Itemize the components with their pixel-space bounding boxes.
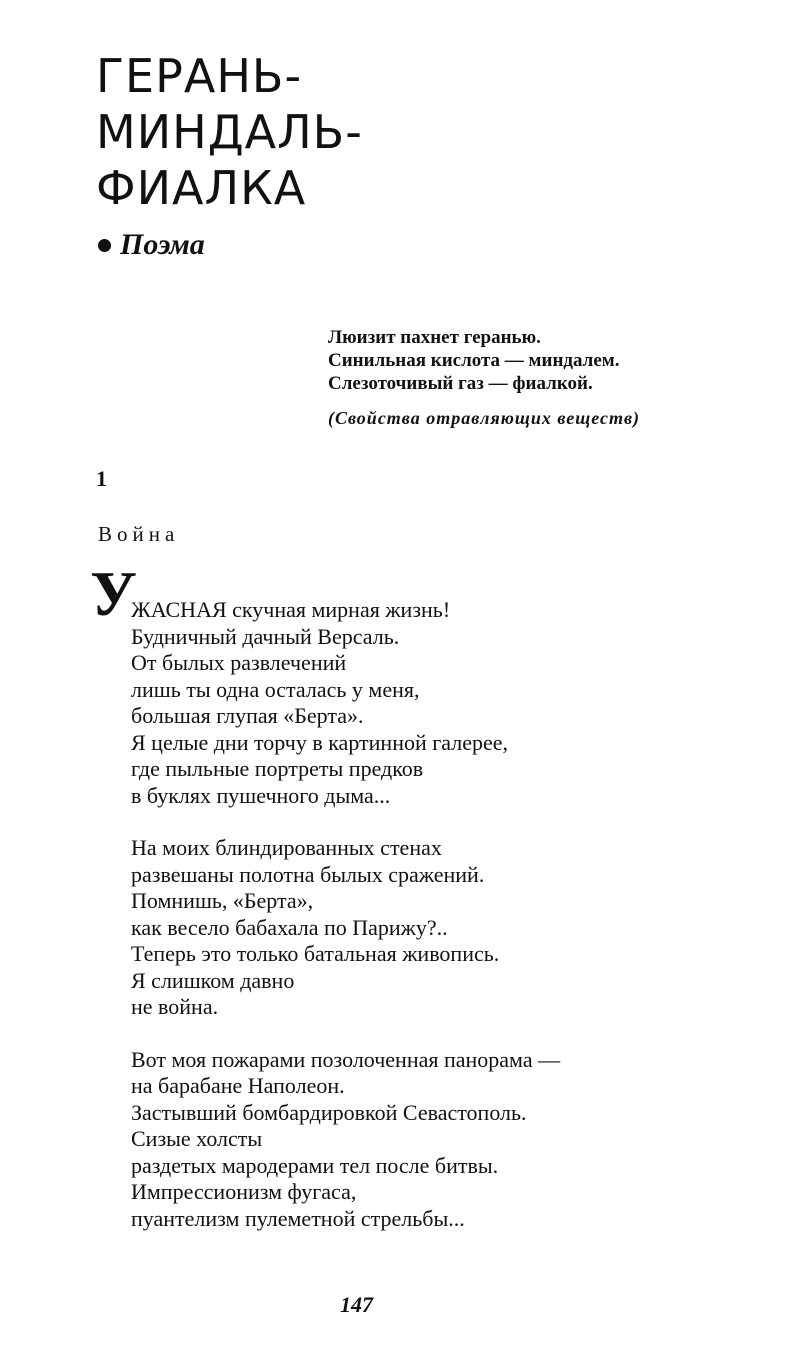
verse-line: на барабане Наполеон. <box>131 1073 345 1098</box>
verse-line: лишь ты одна осталась у меня, <box>131 676 420 702</box>
verse-line: раздетых мародерами тел после битвы. <box>131 1152 499 1178</box>
verse-line: От былых развлечений <box>131 650 347 675</box>
epigraph-source: (Свойства отравляющих веществ) <box>328 408 641 428</box>
verse-line: Будничный дачный Версаль. <box>131 623 400 649</box>
title-line: ФИАЛКА <box>96 161 307 215</box>
epigraph <box>328 326 640 430</box>
stanza <box>131 835 560 1021</box>
section-number: 1 <box>96 466 107 491</box>
verse-line: развешаны полотна былых сражений. <box>131 861 485 887</box>
title-line: МИНДАЛЬ- <box>96 105 363 159</box>
verse-line: не война. <box>131 994 219 1019</box>
stanza <box>131 597 560 809</box>
epigraph-line: Слезоточивый газ — фиалкой. <box>328 373 593 394</box>
verse-line: Теперь это только батальная живопись. <box>131 941 500 966</box>
verse-line: большая глупая «Берта». <box>131 703 364 728</box>
bullet-icon <box>98 239 111 252</box>
verse-line: пуантелизм пулеметной стрельбы... <box>131 1205 465 1231</box>
verse-line: Сизые холсты <box>131 1126 263 1151</box>
drop-cap: У <box>90 558 137 629</box>
verse-line: ЖАСНАЯ скучная мирная жизнь! <box>131 597 451 622</box>
verse-line: На моих блиндированных стенах <box>131 835 442 860</box>
section-title: Война <box>98 522 180 546</box>
title-line: ГЕРАНЬ- <box>96 49 303 103</box>
epigraph-line: Синильная кислота — миндалем. <box>328 350 620 371</box>
verse-line: как весело бабахала по Парижу?.. <box>131 914 448 940</box>
stanza <box>131 1047 560 1233</box>
genre-text: Поэма <box>120 228 205 261</box>
verse-line: где пыльные портреты предков <box>131 756 424 781</box>
verse-line: Я целые дни торчу в картинной галерее, <box>131 729 508 755</box>
verse-line: Застывший бомбардировкой Севастополь. <box>131 1099 527 1125</box>
poem-body <box>131 597 560 1258</box>
verse-line: Вот моя пожарами позолоченная панорама — <box>131 1046 561 1072</box>
genre-label <box>98 228 205 262</box>
epigraph-line: Люизит пахнет геранью. <box>328 327 541 348</box>
page-number: 147 <box>340 1292 373 1317</box>
verse-line: Помнишь, «Берта», <box>131 888 314 913</box>
verse-line: в буклях пушечного дыма... <box>131 782 391 808</box>
verse-line: Я слишком давно <box>131 967 295 993</box>
poem-title <box>96 48 363 216</box>
verse-line: Импрессионизм фугаса, <box>131 1179 357 1204</box>
